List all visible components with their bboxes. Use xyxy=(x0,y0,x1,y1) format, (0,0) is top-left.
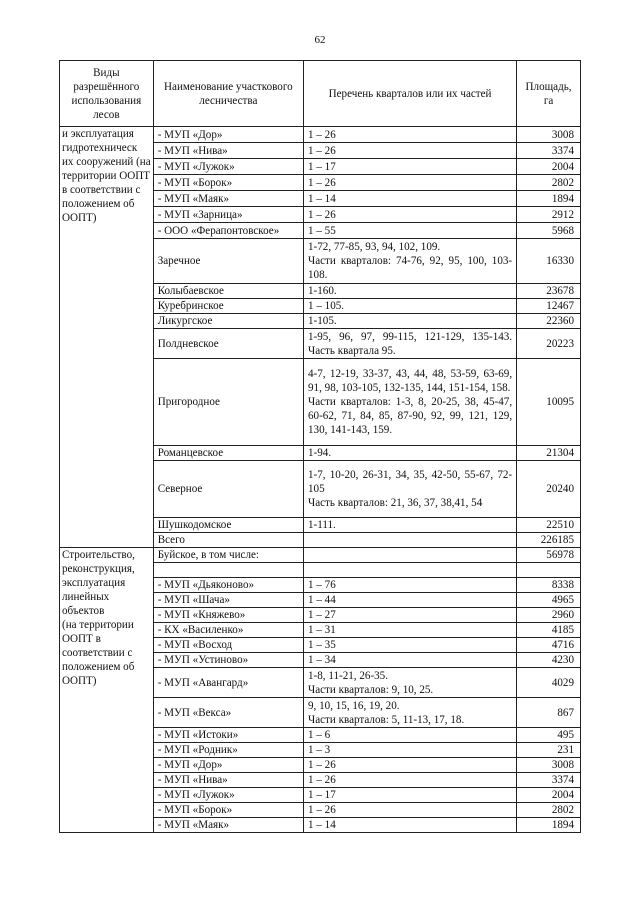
quarters-cell: 4-7, 12-19, 33-37, 43, 44, 48, 53-59, 63-69, 91, 98, 103-105, 132-135, 144, 151-154, 158. Части кварталов: 1-3, 8, 20-25, 38, 45-47, 60-62, 71, 84, 85, 87-90, 92, 99, 121, 129, 130, 141-143, 159. xyxy=(304,359,517,446)
area-cell: 4029 xyxy=(517,668,581,698)
forestry-name-cell: - МУП «Устиново» xyxy=(153,653,303,668)
table-body xyxy=(60,127,581,833)
forestry-name-cell: - МУП «Векса» xyxy=(153,698,303,728)
quarters-cell: 1 – 17 xyxy=(304,159,517,175)
forestry-name-cell: Всего xyxy=(153,533,303,548)
area-cell: 4965 xyxy=(517,593,581,608)
forestry-name-cell: Колыбаевское xyxy=(153,284,303,299)
forestry-name-cell: Куребринское xyxy=(153,299,303,314)
quarters-cell: 1 – 31 xyxy=(304,623,517,638)
forestry-name-cell xyxy=(153,563,303,578)
forestry-name-cell: Шушкодомское xyxy=(153,518,303,533)
quarters-cell: 1-105. xyxy=(304,314,517,329)
quarters-cell: 1-94. xyxy=(304,446,517,461)
area-cell: 2802 xyxy=(517,175,581,191)
quarters-cell: 1 – 3 xyxy=(304,743,517,758)
area-cell: 4185 xyxy=(517,623,581,638)
area-cell: 2912 xyxy=(517,207,581,223)
forestry-name-cell: - МУП «Борок» xyxy=(153,803,303,818)
area-cell: 16330 xyxy=(517,239,581,284)
quarters-cell xyxy=(304,533,517,548)
quarters-cell: 1 – 26 xyxy=(304,758,517,773)
forestry-name-cell: Ликургское xyxy=(153,314,303,329)
forestry-name-cell: Пригородное xyxy=(153,359,303,446)
forestry-name-cell: - МУП «Дьяконово» xyxy=(153,578,303,593)
forestry-name-cell: - МУП «Дор» xyxy=(153,127,303,143)
area-cell: 867 xyxy=(517,698,581,728)
quarters-cell: 1 – 26 xyxy=(304,803,517,818)
area-cell: 2004 xyxy=(517,788,581,803)
forestry-name-cell: - МУП «Нива» xyxy=(153,143,303,159)
area-cell: 3374 xyxy=(517,143,581,159)
quarters-cell: 1 – 26 xyxy=(304,773,517,788)
quarters-cell: 1 – 14 xyxy=(304,191,517,207)
quarters-cell: 1 – 6 xyxy=(304,728,517,743)
quarters-cell: 1 – 17 xyxy=(304,788,517,803)
quarters-cell: 1 – 14 xyxy=(304,818,517,833)
quarters-cell: 1-8, 11-21, 26-35. Части кварталов: 9, 10, 25. xyxy=(304,668,517,698)
area-cell: 22510 xyxy=(517,518,581,533)
area-cell: 21304 xyxy=(517,446,581,461)
header-area: Площадь, га xyxy=(517,61,581,127)
quarters-cell: 1 – 55 xyxy=(304,223,517,239)
use-type-cell: Строительство, реконструкция, эксплуатация линейных объектов (на территории ООПТ в соответствии с положением об ООПТ) xyxy=(60,548,154,833)
forestry-name-cell: Северное xyxy=(153,461,303,518)
table-header-row xyxy=(60,61,581,127)
area-cell: 226185 xyxy=(517,533,581,548)
area-cell: 12467 xyxy=(517,299,581,314)
area-cell: 4230 xyxy=(517,653,581,668)
area-cell: 20223 xyxy=(517,329,581,359)
forestry-name-cell: - КХ «Василенко» xyxy=(153,623,303,638)
area-cell: 231 xyxy=(517,743,581,758)
forestry-name-cell: - ООО «Ферапонтовское» xyxy=(153,223,303,239)
quarters-cell: 1-72, 77-85, 93, 94, 102, 109. Части кварталов: 74-76, 92, 95, 100, 103-108. xyxy=(304,239,517,284)
quarters-cell: 1-95, 96, 97, 99-115, 121-129, 135-143. Часть квартала 95. xyxy=(304,329,517,359)
forestry-name-cell: - МУП «Лужок» xyxy=(153,159,303,175)
forestry-name-cell: - МУП «Борок» xyxy=(153,175,303,191)
quarters-cell: 9, 10, 15, 16, 19, 20. Части кварталов: 5, 11-13, 17, 18. xyxy=(304,698,517,728)
forestry-name-cell: Полдневское xyxy=(153,329,303,359)
forestry-name-cell: - МУП «Родник» xyxy=(153,743,303,758)
quarters-cell: 1-160. xyxy=(304,284,517,299)
area-cell: 20240 xyxy=(517,461,581,518)
forestry-name-cell: - МУП «Зарница» xyxy=(153,207,303,223)
area-cell: 1894 xyxy=(517,191,581,207)
forestry-name-cell: - МУП «Авангард» xyxy=(153,668,303,698)
area-cell: 3008 xyxy=(517,758,581,773)
quarters-cell: 1 – 26 xyxy=(304,143,517,159)
header-uses: Виды разрешённого использования лесов xyxy=(60,61,154,127)
table-row xyxy=(60,548,581,563)
forestry-name-cell: - МУП «Лужок» xyxy=(153,788,303,803)
forestry-name-cell: Буйское, в том числе: xyxy=(153,548,303,563)
area-cell: 3008 xyxy=(517,127,581,143)
forestry-name-cell: - МУП «Маяк» xyxy=(153,818,303,833)
area-cell: 1894 xyxy=(517,818,581,833)
forestry-name-cell: Романцевское xyxy=(153,446,303,461)
header-quarters: Перечень кварталов или их частей xyxy=(304,61,517,127)
quarters-cell: 1 – 27 xyxy=(304,608,517,623)
area-cell: 2802 xyxy=(517,803,581,818)
forestry-name-cell: - МУП «Шача» xyxy=(153,593,303,608)
quarters-cell: 1 – 26 xyxy=(304,175,517,191)
area-cell: 2004 xyxy=(517,159,581,175)
quarters-cell: 1 – 35 xyxy=(304,638,517,653)
forestry-name-cell: Заречное xyxy=(153,239,303,284)
forestry-name-cell: - МУП «Дор» xyxy=(153,758,303,773)
area-cell: 56978 xyxy=(517,548,581,563)
quarters-cell: 1 – 105. xyxy=(304,299,517,314)
use-type-cell: и эксплуатация гидротехническ их сооружений (на территории ООПТ в соответствии с положением об ООПТ) xyxy=(60,127,154,548)
forestry-name-cell: - МУП «Маяк» xyxy=(153,191,303,207)
area-cell: 23678 xyxy=(517,284,581,299)
quarters-cell xyxy=(304,563,517,578)
header-forestry: Наименование участкового лесничества xyxy=(153,61,303,127)
area-cell: 3374 xyxy=(517,773,581,788)
forestry-name-cell: - МУП «Нива» xyxy=(153,773,303,788)
page-number: 62 xyxy=(314,34,326,46)
quarters-cell: 1 – 76 xyxy=(304,578,517,593)
area-cell: 495 xyxy=(517,728,581,743)
area-cell: 2960 xyxy=(517,608,581,623)
area-cell: 5968 xyxy=(517,223,581,239)
area-cell: 10095 xyxy=(517,359,581,446)
quarters-cell xyxy=(304,548,517,563)
quarters-cell: 1 – 26 xyxy=(304,207,517,223)
area-cell: 8338 xyxy=(517,578,581,593)
quarters-cell: 1 – 34 xyxy=(304,653,517,668)
forestry-name-cell: - МУП «Восход xyxy=(153,638,303,653)
area-cell: 22360 xyxy=(517,314,581,329)
forest-use-table xyxy=(59,60,581,833)
area-cell: 4716 xyxy=(517,638,581,653)
table-row xyxy=(60,127,581,143)
forestry-name-cell: - МУП «Княжево» xyxy=(153,608,303,623)
quarters-cell: 1 – 44 xyxy=(304,593,517,608)
quarters-cell: 1-7, 10-20, 26-31, 34, 35, 42-50, 55-67, 72-105 Часть кварталов: 21, 36, 37, 38,41, 54 xyxy=(304,461,517,518)
quarters-cell: 1-111. xyxy=(304,518,517,533)
forestry-name-cell: - МУП «Истоки» xyxy=(153,728,303,743)
quarters-cell: 1 – 26 xyxy=(304,127,517,143)
area-cell xyxy=(517,563,581,578)
